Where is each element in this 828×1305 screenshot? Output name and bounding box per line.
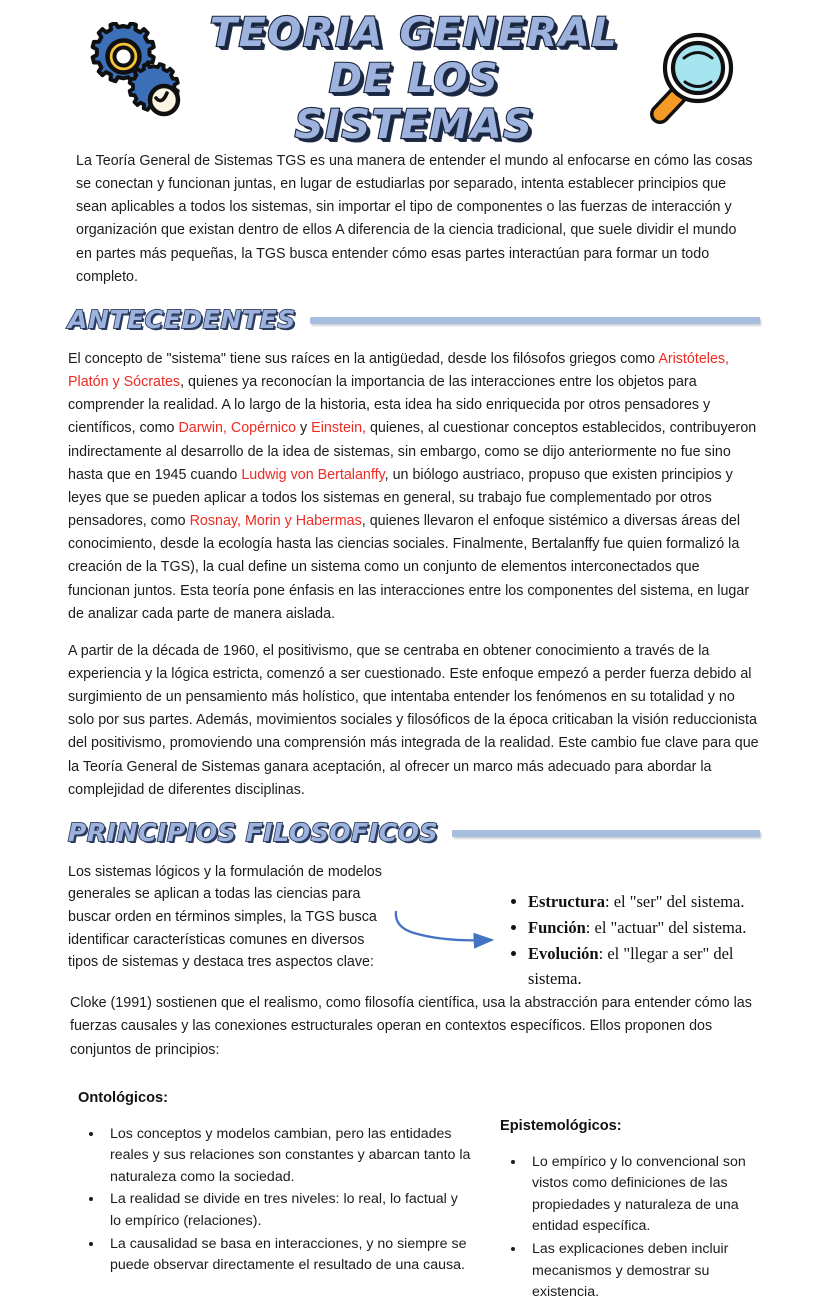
text-segment: y: [296, 420, 312, 437]
section-antecedentes-header: [68, 305, 760, 334]
list-item: • Las explicaciones deben incluir mecanismos y demostrar su existencia.: [526, 1239, 760, 1304]
ontologicos-list: [78, 1124, 472, 1277]
aspect-definition: : el "llegar a ser" del sistema.: [528, 944, 734, 989]
principios-columns: [68, 861, 760, 992]
ontologicos-heading: Ontológicos:: [78, 1089, 168, 1106]
principios-intro-text: Los sistemas lógicos y la formulación de modelos generales se aplican a todas las ciencias para buscar orden en términos simples, la TGS busca identificar características comunes en diversos tipos de sistemas y destaca tres aspectos clave:: [68, 863, 382, 971]
gears-icon: [90, 22, 202, 134]
aspect-term: Función: [528, 917, 586, 937]
epistemologicos-column: [490, 1090, 760, 1305]
list-item: [528, 915, 760, 940]
aspects-list: [506, 889, 760, 991]
aspect-definition: : el "ser" del sistema.: [605, 891, 745, 911]
highlight-greek-philosophers: Aristóteles, Platón y Sócrates: [68, 350, 730, 391]
list-item: [528, 889, 760, 914]
highlight-bertalanffy: Ludwig von Bertalanffy: [241, 466, 385, 483]
text-segment: quienes, al cuestionar conceptos establecidos, contribuyeron indirectamente al desarrollo de la idea de sistemas, sin embargo, como se dijo anteriormente no fue sino hasta que en 1945 cuando: [68, 420, 757, 483]
section-title-antecedentes: ANTECEDENTES: [68, 304, 296, 334]
page-title-line2: SISTEMAS: [294, 102, 534, 148]
aspect-term: Estructura: [528, 891, 605, 911]
epistemologicos-list: [500, 1152, 760, 1304]
antecedentes-paragraph-1: [68, 348, 760, 626]
document-header: [68, 0, 760, 150]
section-rule: [452, 830, 760, 837]
list-item: • Lo empírico y lo convencional son vistos como definiciones de las propiedades y naturaleza de una entidad específica.: [526, 1152, 760, 1238]
antecedentes-paragraph-2: A partir de la década de 1960, el positivismo, que se centraba en obtener conocimiento a través de la experiencia y la lógica estricta, comenzó a ser cuestionado. Este enfoque empezó a perder fuerza debido al surgimiento de un pensamiento más holístico, que intentaba entender los fenómenos en su totalidad y no solo por sus partes. Además, movimientos sociales y filosóficos de la época criticaban la visión reduccionista del positivismo, promoviendo una comprensión más integrada de la realidad. Este cambio fue clave para que la Teoría General de Sistemas ganara aceptación, al ofrecer un marco más adecuado para abordar la complejidad de diferentes disciplinas.: [68, 642, 759, 798]
aspect-definition: : el "actuar" del sistema.: [585, 917, 747, 937]
list-item: • Los conceptos y modelos cambian, pero las entidades reales y sus relaciones son constantes y abarcan tanto la naturaleza como la sociedad.: [104, 1124, 472, 1189]
page-title-line1: TEORIA GENERAL DE LOS: [209, 10, 619, 102]
text-segment: , quienes llevaron el enfoque sistémico a diversas áreas del conocimiento, desde la ecología hasta las ciencias sociales. Finalmente, Bertalanffy fue quien formalizó la creación de la TGS), la cual define un sistema como un conjunto de elementos interconectados que funcionan juntos. Esta teoría pone énfasis en las interacciones entre los componentes del sistema, en lugar de analizar cada parte de manera aislada.: [68, 513, 750, 622]
magnifying-glass-icon: [630, 22, 740, 134]
highlight-einstein: Einstein,: [311, 420, 366, 437]
principles-two-columns: [68, 1090, 760, 1305]
text-segment: , quienes ya reconocían la importancia de las interacciones entre los objetos para comprender la realidad. A lo largo de la historia, esta idea ha sido enriquecida por otros pensadores y científicos, como: [68, 374, 711, 437]
highlight-rosnay-morin-habermas: Rosnay, Morin y Habermas: [189, 513, 362, 530]
highlight-darwin-copernico: Darwin, Copérnico: [178, 420, 297, 437]
list-item: • La causalidad se basa en interacciones, y no siempre se puede observar directamente el resultado de una causa.: [104, 1234, 472, 1277]
intro-paragraph: La Teoría General de Sistemas TGS es una manera de entender el mundo al enfocarse en cómo las cosas se conectan y funcionan juntas, en lugar de estudiarlas por separado, intenta establecer principios que sean aplicables a todos los sistemas, sin importar el tipo de componentes o las fuerzas de interacción y organización que existan dentro de ellos A diferencia de la ciencia tradicional, que suele dividir el mundo en partes más pequeñas, la TGS busca entender cómo esas partes interactúan para formar un todo completo.: [76, 153, 753, 285]
cloke-paragraph: Cloke (1991) sostienen que el realismo, como filosofía científica, usa la abstracción para entender cómo las fuerzas causales y las conexiones estructurales operan en contextos específicos. Ellos proponen dos conjuntos de principios:: [70, 995, 752, 1058]
section-principios-header: [68, 818, 760, 847]
curved-arrow-icon: [386, 897, 506, 957]
list-item: [528, 941, 760, 991]
ontologicos-column: [68, 1090, 472, 1305]
section-title-principios: PRINCIPIOS FILOSOFICOS: [68, 817, 439, 847]
aspectos-clave-list: [506, 861, 760, 992]
aspect-term: Evolución: [528, 944, 599, 964]
text-segment: El concepto de "sistema" tiene sus raíces en la antigüedad, desde los filósofos griegos como: [68, 350, 659, 367]
text-segment: , un biólogo austriaco, propuso que existen principios y leyes que se pueden aplicar a todos los sistemas en general, su trabajo fue complementado por otros pensadores, como: [68, 466, 733, 530]
page-title: [179, 2, 649, 148]
epistemologicos-heading: Epistemológicos:: [500, 1117, 622, 1134]
section-rule: [310, 317, 760, 324]
list-item: • La realidad se divide en tres niveles: lo real, lo factual y lo empírico (relaciones).: [104, 1189, 472, 1232]
